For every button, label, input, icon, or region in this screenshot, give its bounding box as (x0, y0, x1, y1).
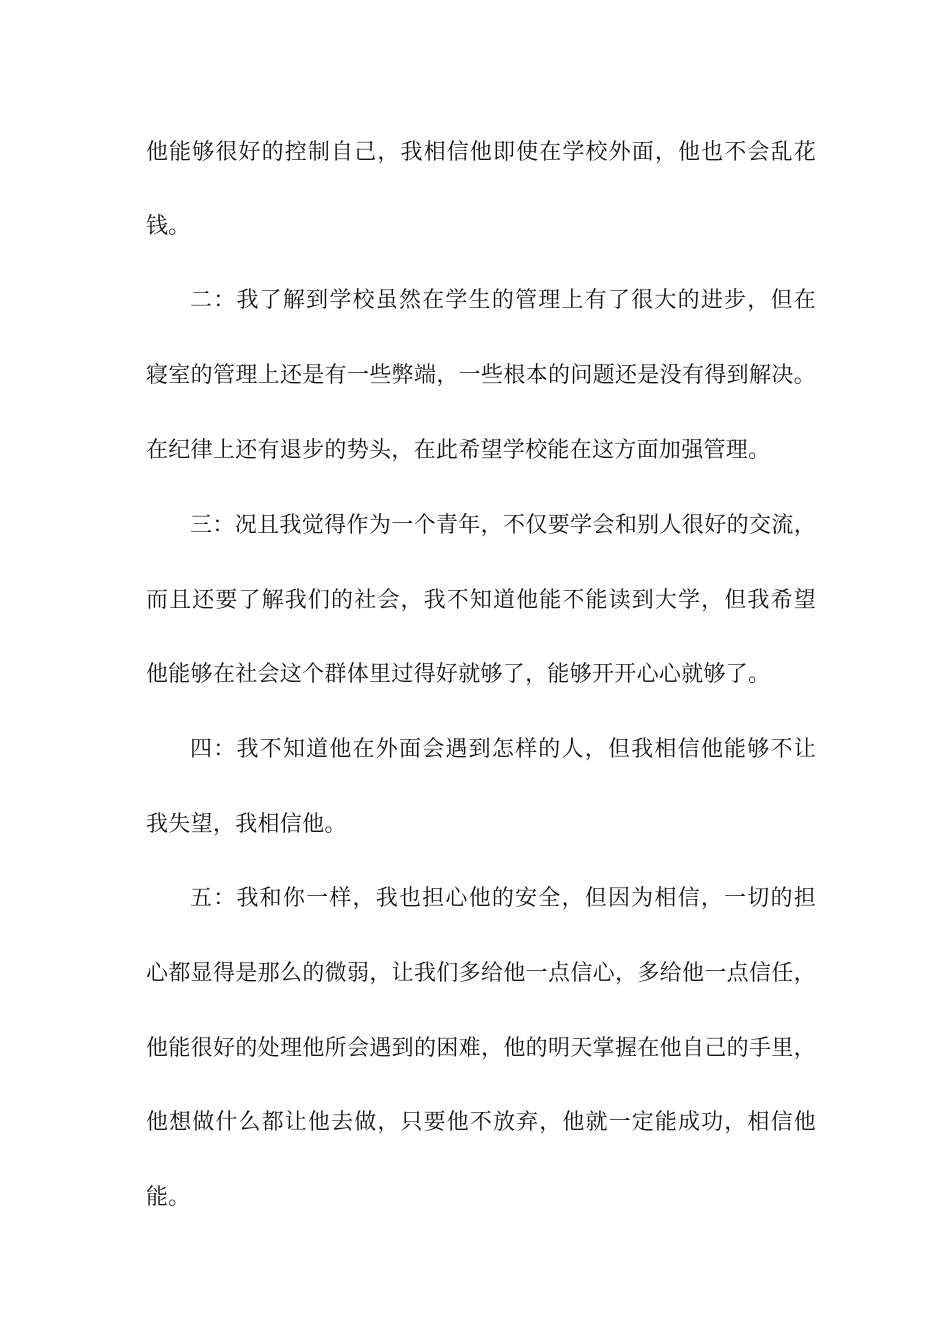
text-line: 我失望，我相信他。 (146, 812, 347, 837)
text-line: 寝室的管理上还是有一些弊端，一些根本的问题还是没有得到解决。 (146, 363, 816, 388)
text-line: 在纪律上还有退步的势头，在此希望学校能在这方面加强管理。 (146, 438, 771, 463)
paragraph-4-start: 四：我不知道他在外面会遇到怎样的人，但我相信他能够不让 (190, 737, 816, 762)
text-line: 他想做什么都让他去做，只要他不放弃，他就一定能成功，相信他 (146, 1110, 816, 1135)
text-line: 他能够在社会这个群体里过得好就够了，能够开开心心就够了。 (146, 662, 771, 687)
paragraph-3-start: 三：况且我觉得作为一个青年，不仅要学会和别人很好的交流， (190, 513, 816, 538)
text-line: 能。 (146, 1185, 191, 1210)
text-line: 他能很好的处理他所会遇到的困难，他的明天掌握在他自己的手里， (146, 1036, 816, 1061)
text-line: 心都显得是那么的微弱，让我们多给他一点信心，多给他一点信任， (146, 961, 816, 986)
paragraph-5-start: 五：我和你一样，我也担心他的安全，但因为相信，一切的担 (190, 886, 816, 911)
text-line: 钱。 (146, 214, 191, 239)
text-line: 他能够很好的控制自己，我相信他即使在学校外面，他也不会乱花 (146, 140, 816, 165)
text-line: 而且还要了解我们的社会，我不知道他能不能读到大学，但我希望 (146, 588, 816, 613)
paragraph-2-start: 二：我了解到学校虽然在学生的管理上有了很大的进步，但在 (190, 288, 816, 313)
